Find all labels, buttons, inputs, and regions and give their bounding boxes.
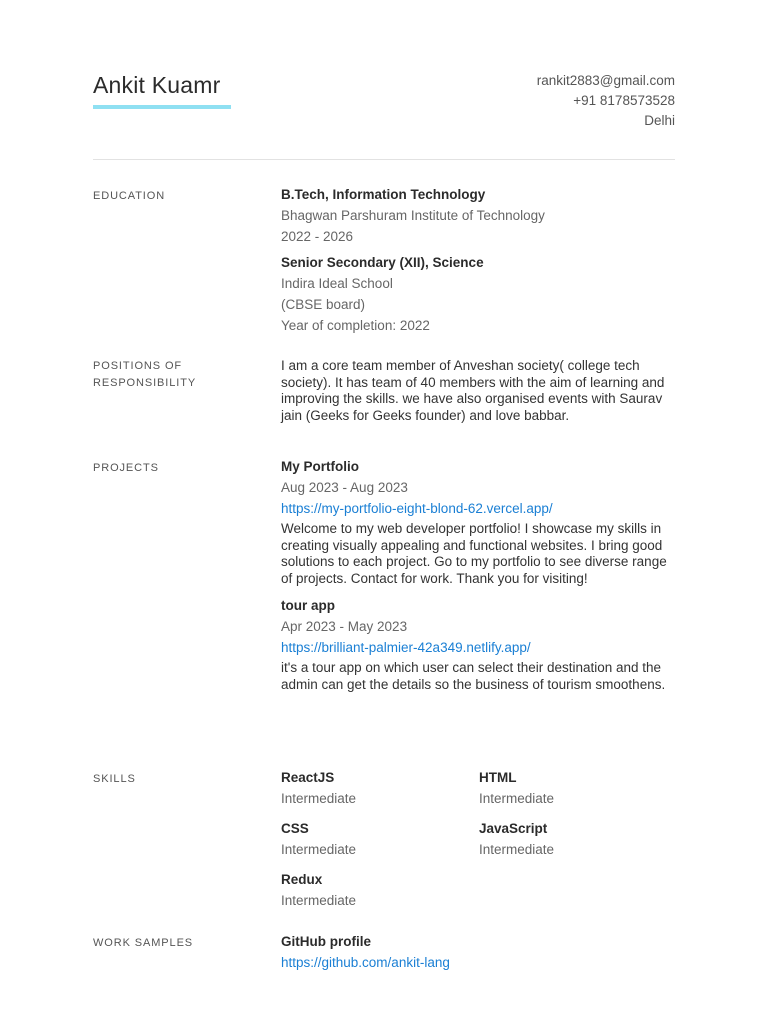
project-description: Welcome to my web developer portfolio! I showcase my skills in creating visually appealing and functional websites. I bring good solutions to each project. Go to my portfolio to see diverse range of projects. Contact for work. Thank you for visiting!: [281, 521, 667, 586]
name-accent-underline: [93, 105, 231, 109]
skills-label: SKILLS: [93, 773, 136, 785]
work-samples-section: [281, 932, 677, 973]
github-profile-link[interactable]: https://github.com/ankit-lang: [281, 955, 450, 970]
skill-level: Intermediate: [479, 842, 555, 857]
education-item-line: 2022 - 2026: [281, 229, 354, 244]
skill-name: JavaScript: [479, 821, 548, 836]
skill-item: [479, 768, 669, 809]
contact-email[interactable]: rankit2883@gmail.com: [536, 73, 675, 88]
contact-block: [537, 71, 675, 131]
education-item-line: Indira Ideal School: [281, 276, 393, 291]
project-title: My Portfolio: [281, 459, 359, 474]
project-link[interactable]: https://brilliant-palmier-42a349.netlify.app/: [281, 640, 531, 655]
positions-text: I am a core team member of Anveshan society( college tech society). It has team of 40 members with the aim of learning and improving the skills. we have also organised events with Saurav jain (Geeks for Geeks founder) and love babbar.: [281, 358, 665, 423]
projects-section: [281, 457, 677, 693]
skill-item: [281, 768, 471, 809]
education-item-title: B.Tech, Information Technology: [281, 187, 486, 202]
work-samples-label: WORK SAMPLES: [93, 937, 194, 949]
skill-item: [479, 819, 669, 860]
education-item-line: Year of completion: 2022: [281, 318, 430, 333]
skill-name: ReactJS: [281, 770, 335, 785]
contact-phone[interactable]: +91 8178573528: [573, 93, 675, 108]
positions-section: [281, 358, 677, 424]
education-item-line: (CBSE board): [281, 297, 366, 312]
skill-name: CSS: [281, 821, 309, 836]
skill-level: Intermediate: [281, 791, 357, 806]
project-dates: Apr 2023 - May 2023: [281, 619, 408, 634]
project-description: it's a tour app on which user can select their destination and the admin can get the details so the business of tourism smoothens.: [281, 660, 666, 692]
project-title: tour app: [281, 598, 335, 613]
header-divider: [93, 159, 675, 160]
education-label: EDUCATION: [93, 190, 166, 202]
project-link[interactable]: https://my-portfolio-eight-blond-62.vercel.app/: [281, 501, 553, 516]
education-item-title: Senior Secondary (XII), Science: [281, 255, 484, 270]
project-dates: Aug 2023 - Aug 2023: [281, 480, 408, 495]
positions-label-line: RESPONSIBILITY: [93, 376, 197, 389]
skill-level: Intermediate: [479, 791, 555, 806]
education-item-line: Bhagwan Parshuram Institute of Technology: [281, 208, 545, 223]
contact-location: Delhi: [644, 113, 675, 128]
skill-item: [281, 870, 471, 911]
skill-name: HTML: [479, 770, 517, 785]
skill-level: Intermediate: [281, 842, 357, 857]
positions-label: [93, 358, 196, 391]
skill-item: [281, 819, 471, 860]
education-section: [281, 185, 677, 336]
candidate-name: Ankit Kuamr: [93, 72, 221, 98]
positions-label-line: POSITIONS OF: [93, 360, 183, 372]
skill-name: Redux: [281, 872, 323, 887]
projects-label: PROJECTS: [93, 462, 159, 474]
skill-level: Intermediate: [281, 893, 357, 908]
work-sample-title: GitHub profile: [281, 934, 371, 949]
